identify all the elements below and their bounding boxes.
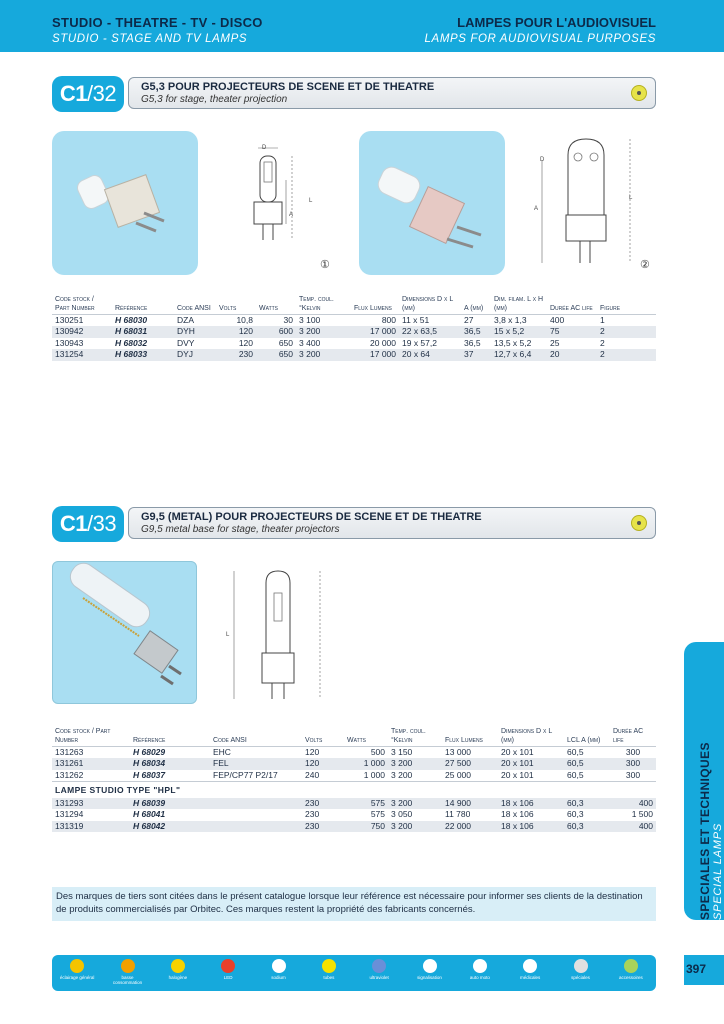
dim-a-label: A [289, 212, 294, 218]
cell [210, 821, 302, 833]
col-duree: Durée AC life [610, 726, 656, 747]
cell: 3,8 x 1,3 [494, 315, 527, 325]
col-temp: Temp. coul. °Kelvin [296, 294, 351, 315]
lamp-diagram-g95 [220, 563, 340, 703]
side-tab-title: SPECIALES ET TECHNIQUES [698, 742, 712, 920]
category-icon[interactable] [624, 959, 638, 973]
cell: 800 [381, 315, 396, 325]
category-label: spéciales [571, 975, 590, 980]
col-code-stock: Code stock / Part Number [52, 726, 130, 747]
cell: 131294 [55, 809, 84, 820]
cell: 300 [625, 769, 641, 780]
dim-a-label-2: A [534, 206, 539, 212]
cell: 20 000 [370, 337, 396, 348]
table-subheading-row [52, 781, 656, 798]
section2-code-prefix: C1 [59, 511, 88, 536]
section1-code [52, 76, 124, 112]
cell: 120 [216, 326, 256, 338]
cell: FEL [210, 758, 302, 770]
cell: 3 200 [388, 821, 442, 833]
col-flux: Flux Lumens [351, 294, 399, 315]
cell: 3 200 [296, 349, 351, 361]
category-icon[interactable] [423, 959, 437, 973]
col-dim-filam: Dim. filam. L x H (mm) [491, 294, 547, 315]
cell: DZA [177, 315, 194, 325]
category-icon[interactable] [121, 959, 135, 973]
table-row [52, 809, 656, 821]
table-row [52, 821, 656, 833]
table-row [52, 747, 656, 759]
cell: 14 900 [442, 798, 498, 810]
figure-2-label: ② [640, 259, 650, 271]
category-icon[interactable] [372, 959, 386, 973]
cell: 300 [625, 747, 641, 757]
cell: 13,5 x 5,2 [494, 337, 532, 348]
section2-title-bar [128, 507, 656, 539]
cell: 60,3 [564, 798, 610, 810]
cell: 3 200 [391, 769, 413, 780]
hpl-subheading: LAMPE STUDIO TYPE "HPL" [52, 781, 656, 798]
category-label: signalisation [417, 975, 442, 980]
cell: 131261 [52, 758, 130, 770]
header-right-subtitle: LAMPS FOR AUDIOVISUAL PURPOSES [424, 33, 656, 45]
cell: 400 [550, 315, 565, 325]
cell [210, 798, 302, 810]
cell: 575 [370, 809, 385, 820]
cell: 25 [550, 337, 560, 348]
cell: 131319 [52, 821, 130, 833]
cell: 3 100 [299, 315, 321, 325]
section1-title: G5,3 POUR PROJECTEURS DE SCENE ET DE THEATRE [141, 81, 435, 93]
cell: 27 500 [442, 758, 498, 770]
cell: 1 [600, 315, 605, 325]
cell: 20 x 64 [399, 349, 461, 361]
section1-code-prefix: C1 [59, 81, 88, 106]
cell: 75 [547, 326, 597, 338]
category-label: éclairage général [59, 975, 95, 980]
cell: H 68039 [130, 798, 210, 810]
col-temp: Temp. coul. °Kelvin [388, 726, 442, 747]
cell: 650 [256, 349, 296, 361]
cell: 750 [344, 821, 388, 833]
cell: 131263 [55, 747, 84, 757]
cell: 11 x 51 [402, 315, 430, 325]
cell: 20 x 101 [501, 747, 534, 757]
col-reference: Référence [112, 294, 174, 315]
cell: 600 [256, 326, 296, 338]
lamp-type-icon [631, 85, 647, 101]
cell: 3 200 [388, 758, 442, 770]
figure-1-label: ① [320, 259, 330, 271]
col-reference: Référence [130, 726, 210, 747]
col-ansi: Code ANSI [210, 726, 302, 747]
lamp-diagram-fig1 [230, 140, 340, 275]
cell: 60,5 [564, 758, 610, 770]
cell: H 68034 [130, 758, 210, 770]
table-row [52, 338, 656, 350]
category-label: halogène [168, 975, 188, 980]
cell: 575 [344, 798, 388, 810]
cell: 20 x 101 [498, 758, 564, 770]
category-icon[interactable] [473, 959, 487, 973]
cell: 400 [610, 821, 656, 833]
cell: 120 [238, 337, 253, 348]
category-label: médicales [520, 975, 541, 980]
cell: 37 [461, 349, 491, 361]
cell: DYH [174, 326, 216, 338]
cell: 3 200 [296, 326, 351, 338]
cell: 20 [547, 349, 597, 361]
cell: 2 [597, 349, 656, 361]
cell: 22 000 [442, 821, 498, 833]
table-header-row [52, 294, 656, 315]
table-row [52, 315, 656, 327]
col-dimensions: Dimensions D x L (mm) [399, 294, 461, 315]
cell: 36,5 [461, 326, 491, 338]
cell: EHC [213, 747, 231, 757]
cell: 18 x 106 [498, 798, 564, 810]
cell: 240 [305, 769, 320, 780]
cell: 36,5 [464, 337, 481, 348]
page-number: 397 [686, 962, 707, 976]
table-row [52, 758, 656, 770]
cell: 130942 [52, 326, 112, 338]
cell: 19 x 57,2 [402, 337, 437, 348]
cell: 11 780 [445, 809, 471, 820]
cell [210, 809, 302, 821]
col-lcl: LCL A (mm) [564, 726, 610, 747]
col-duree: Durée AC life [547, 294, 597, 315]
cell: 60,3 [564, 821, 610, 833]
category-label: LED [223, 975, 233, 980]
col-dimensions: Dimensions D x L (mm) [498, 726, 564, 747]
cell: 18 x 106 [498, 821, 564, 833]
cell: 131262 [55, 769, 84, 780]
table-row [52, 326, 656, 338]
cell: 27 [464, 315, 474, 325]
section2-title: G9,5 (METAL) POUR PROJECTEURS DE SCENE ET DE THEATRE [141, 511, 482, 523]
cell: 60,3 [567, 809, 584, 820]
cell: H 68032 [115, 337, 148, 348]
cell: 3 150 [391, 747, 413, 757]
section2-subtitle: G9,5 metal base for stage, theater projectors [141, 524, 340, 535]
cell: 230 [302, 798, 344, 810]
cell: 3 200 [388, 798, 442, 810]
category-label: sodium [271, 975, 286, 980]
section1-title-bar [128, 77, 656, 109]
cell: 131254 [52, 349, 112, 361]
cell: 131293 [52, 798, 130, 810]
cell: 300 [610, 758, 656, 770]
col-watts: Watts [344, 726, 388, 747]
footer-category-bar [52, 955, 656, 991]
cell: H 68029 [133, 747, 166, 757]
col-volts: Volts [302, 726, 344, 747]
header-right-title: LAMPES POUR L'AUDIOVISUEL [457, 15, 656, 30]
col-volts: Volts [216, 294, 256, 315]
cell: 120 [305, 747, 320, 757]
cell: 12,7 x 6,4 [491, 349, 547, 361]
cell: 60,5 [567, 747, 584, 757]
cell: DYJ [174, 349, 216, 361]
table-header-row [52, 726, 656, 747]
category-label: accessoires [618, 975, 643, 980]
cell: 25 000 [445, 769, 471, 780]
category-label: auto moto [469, 975, 490, 980]
cell: FEP/CP77 P2/17 [213, 769, 278, 780]
cell: 17 000 [351, 349, 399, 361]
col-code-stock: Code stock / Part Number [52, 294, 112, 315]
cell: 20 x 101 [501, 769, 534, 780]
col-ansi: Code ANSI [174, 294, 216, 315]
cell: 1 000 [344, 758, 388, 770]
header-left-title: STUDIO - THEATRE - TV - DISCO [52, 15, 263, 30]
table-row [52, 770, 656, 782]
section2-code [52, 506, 124, 542]
lamp-photo-g53-small [52, 131, 198, 275]
category-label: basse consommation [112, 975, 143, 985]
cell: H 68033 [112, 349, 174, 361]
col-watts: Watts [256, 294, 296, 315]
cell: 2 [600, 337, 605, 348]
category-label: tubes [323, 975, 335, 980]
cell: 400 [610, 798, 656, 810]
cell: 230 [302, 821, 344, 833]
cell: 130943 [55, 337, 84, 348]
category-icon[interactable] [574, 959, 588, 973]
col-figure: Figure [597, 294, 656, 315]
cell: 17 000 [351, 326, 399, 338]
category-icon[interactable] [70, 959, 84, 973]
dim-l-label-2: L [629, 195, 633, 201]
cell: 60,5 [567, 769, 584, 780]
category-label: ultraviolet [369, 975, 389, 980]
header-left-subtitle: STUDIO - STAGE AND TV LAMPS [52, 33, 248, 45]
category-icon[interactable] [272, 959, 286, 973]
cell: H 68031 [112, 326, 174, 338]
col-flux: Flux Lumens [442, 726, 498, 747]
lamp-photo-g53-large [359, 131, 505, 275]
cell: DVY [177, 337, 195, 348]
dim-l-label: L [309, 198, 313, 204]
cell: H 68037 [133, 769, 166, 780]
category-icon[interactable] [221, 959, 235, 973]
cell: 230 [305, 809, 320, 820]
table-row [52, 349, 656, 361]
cell: 30 [283, 315, 293, 325]
cell: 13 000 [445, 747, 471, 757]
cell: 22 x 63,5 [399, 326, 461, 338]
table-row [52, 798, 656, 810]
cell: 18 x 106 [501, 809, 534, 820]
cell: H 68030 [115, 315, 148, 325]
cell: 1 000 [363, 769, 385, 780]
cell: 3 050 [391, 809, 413, 820]
category-icon[interactable] [523, 959, 537, 973]
section1-table [52, 294, 656, 361]
col-a: A (mm) [461, 294, 491, 315]
cell: 130251 [55, 315, 84, 325]
cell: 2 [597, 326, 656, 338]
section1-subtitle: G5,3 for stage, theater projection [141, 94, 288, 105]
cell: 500 [370, 747, 385, 757]
side-tab-subtitle: SPECIAL LAMPS [712, 822, 724, 920]
cell: H 68041 [133, 809, 166, 820]
cell: 650 [278, 337, 293, 348]
section2-table [52, 726, 656, 832]
section2-code-num: /33 [87, 511, 117, 536]
dim-d-label: D [262, 145, 267, 151]
cell: 15 x 5,2 [491, 326, 547, 338]
cell: H 68042 [130, 821, 210, 833]
cell: 10,8 [236, 315, 253, 325]
cell: 120 [302, 758, 344, 770]
section1-code-num: /32 [87, 81, 117, 106]
trademark-note: Des marques de tiers sont citées dans le présent catalogue lorsque leur référence est nécessaire pour informer ses clients de la destination de produits commercialisés par Orbitec. Ces marques restent la propriété des fabricants concernés. [52, 887, 656, 921]
dim-l-label-3: L [226, 632, 230, 638]
category-icon[interactable] [171, 959, 185, 973]
cell: 230 [216, 349, 256, 361]
lamp-diagram-fig2 [530, 135, 656, 275]
lamp-photo-g95 [52, 561, 197, 704]
cell: 1 500 [631, 809, 653, 820]
cell: 3 400 [299, 337, 321, 348]
category-icon[interactable] [322, 959, 336, 973]
dim-d-label-2: D [540, 157, 545, 163]
lamp-type-icon [631, 515, 647, 531]
